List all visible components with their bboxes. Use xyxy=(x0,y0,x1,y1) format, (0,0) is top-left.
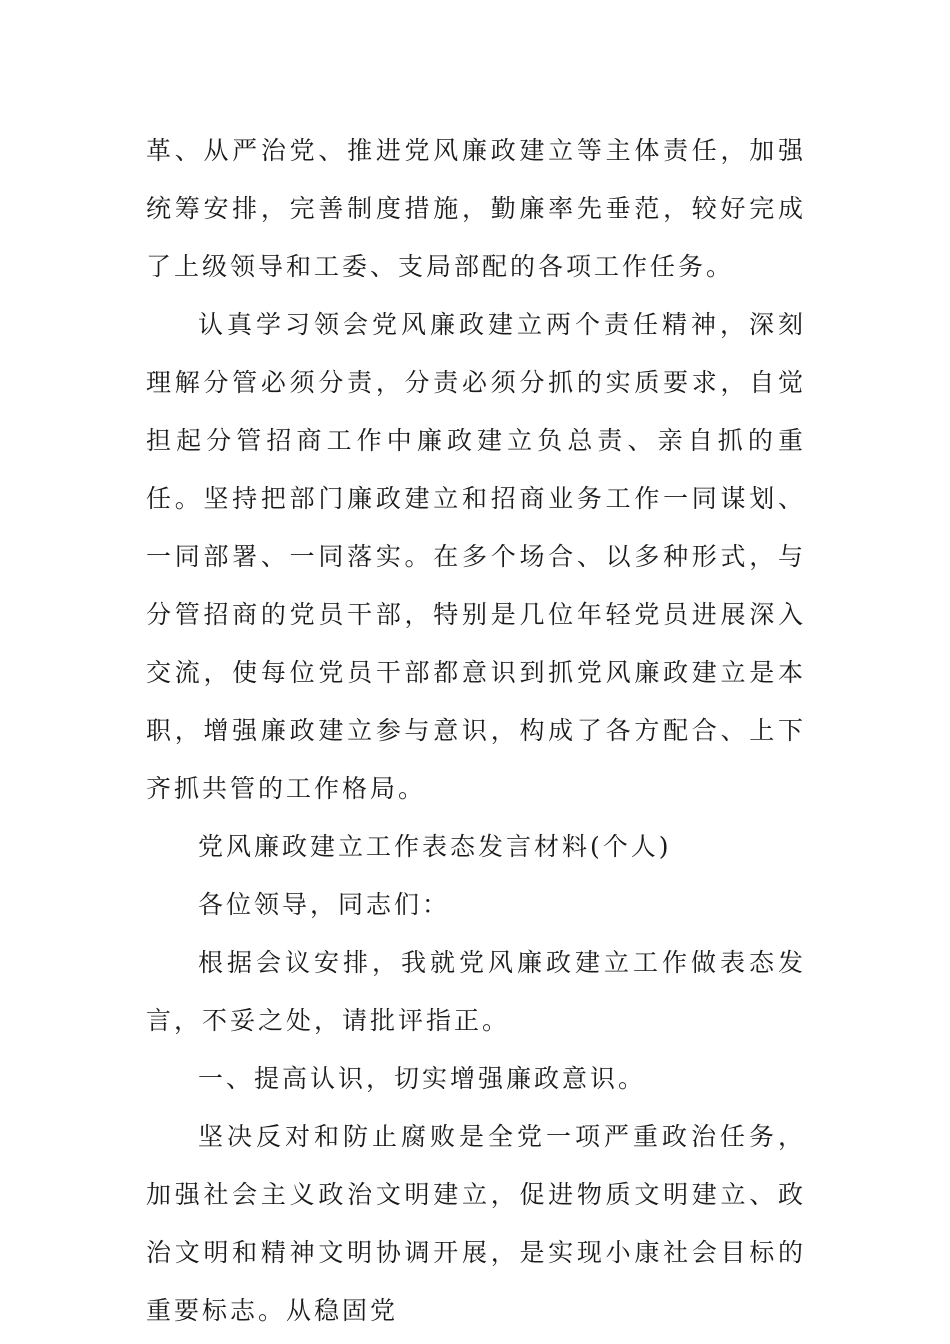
paragraph-intro: 根据会议安排，我就党风廉政建立工作做表态发言，不妥之处，请批评指正。 xyxy=(146,948,806,1035)
paragraph-continuation: 革、从严治党、推进党风廉政建立等主体责任，加强统筹安排，完善制度措施，勤廉率先垂范，较好完成了上级领导和工委、支局部配的各项工作任务。 xyxy=(146,136,806,281)
paragraph-section-1: 坚决反对和防止腐败是全党一项严重政治任务，加强社会主义政治文明建立，促进物质文明建立、政治文明和精神文明协调开展，是实现小康社会目标的重要标志。从稳固党 xyxy=(146,1122,806,1325)
section-heading-1: 一、提高认识，切实增强廉政意识。 xyxy=(198,1064,647,1093)
document-body xyxy=(146,122,806,1340)
document-title-line: 党风廉政建立工作表态发言材料(个人) xyxy=(198,832,672,861)
salutation: 各位领导，同志们： xyxy=(198,890,451,919)
paragraph-responsibility: 认真学习领会党风廉政建立两个责任精神，深刻理解分管必须分责，分责必须分抓的实质要求，自觉担起分管招商工作中廉政建立负总责、亲自抓的重任。坚持把部门廉政建立和招商业务工作一同谋划、一同部署、一同落实。在多个场合、以多种形式，与分管招商的党员干部，特别是几位年轻党员进展深入交流，使每位党员干部都意识到抓党风廉政建立是本职，增强廉政建立参与意识，构成了各方配合、上下齐抓共管的工作格局。 xyxy=(146,310,806,803)
